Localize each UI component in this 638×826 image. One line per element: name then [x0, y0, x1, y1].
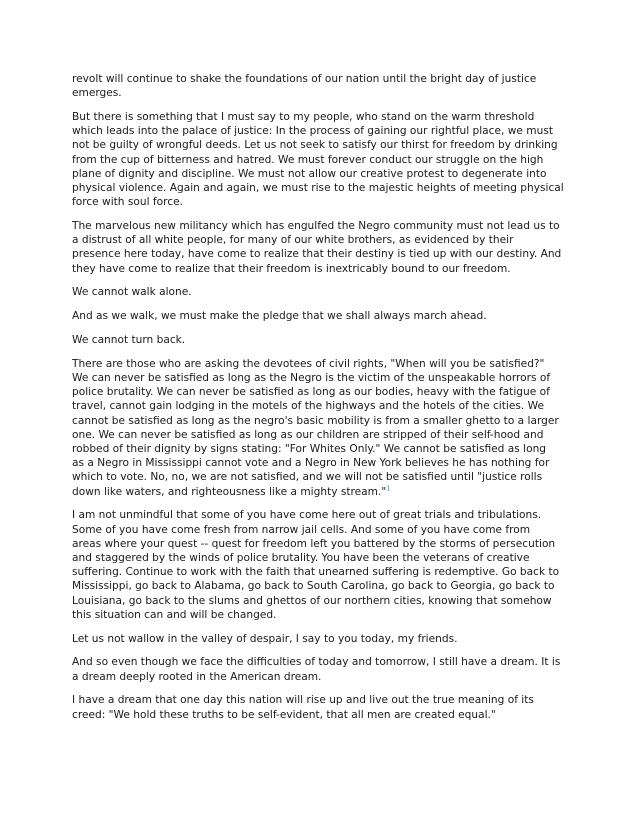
text-line: There are those who are asking the devotees of civil rights, "When will you be satisfied?"	[72, 357, 545, 370]
text-line: plane of dignity and discipline. We must not allow our creative protest to degenerate into	[72, 167, 547, 180]
text-line: We can never be satisfied as long as the Negro is the victim of the unspeakable horrors of	[72, 372, 551, 385]
text-line: a dream deeply rooted in the American dream.	[72, 670, 322, 683]
footnote-link[interactable]: 1	[386, 484, 391, 493]
text-line-with-footnote	[72, 485, 572, 499]
text-line: suffering. Continue to work with the faith that unearned suffering is redemptive. Go back to	[72, 566, 560, 579]
paragraph-6	[72, 333, 572, 347]
paragraph-8	[72, 508, 572, 622]
text-line: down like waters, and righteousness like a mighty stream."	[72, 485, 387, 498]
text-line: cannot be satisfied as long as the negro's basic mobility is from a smaller ghetto to a larger	[72, 414, 559, 427]
text-line: as a Negro in Mississippi cannot vote and a Negro in New York believes he has nothing for	[72, 457, 550, 470]
text-line: presence here today, have come to realize that their destiny is tied up with our destiny. And	[72, 248, 562, 261]
paragraph-1	[72, 72, 572, 100]
text-line: The marvelous new militancy which has engulfed the Negro community must not lead us to	[72, 220, 560, 233]
text-line: And as we walk, we must make the pledge that we shall always march ahead.	[72, 310, 487, 323]
text-line: which to vote. No, no, we are not satisfied, and we will not be satisfied until "justice rolls	[72, 471, 543, 484]
paragraph-10	[72, 655, 572, 683]
text-line: I am not unmindful that some of you have come here out of great trials and tribulations.	[72, 509, 542, 522]
paragraph-5	[72, 309, 572, 323]
text-line: We cannot walk alone.	[72, 286, 192, 299]
text-line: a distrust of all white people, for many of our white brothers, as evidenced by their	[72, 234, 514, 247]
paragraph-2	[72, 110, 572, 209]
text-line: from the cup of bitterness and hatred. We must forever conduct our struggle on the high	[72, 153, 544, 166]
text-line: emerges.	[72, 87, 122, 100]
text-line: Louisiana, go back to the slums and ghettos of our northern cities, knowing that somehow	[72, 594, 552, 607]
text-line: revolt will continue to shake the foundations of our nation until the bright day of justice	[72, 73, 537, 85]
text-line: travel, cannot gain lodging in the motels of the highways and the hotels of the cities. We	[72, 400, 544, 413]
text-line: But there is something that I must say to my people, who stand on the warm threshold	[72, 111, 535, 123]
text-line: And so even though we face the difficulties of today and tomorrow, I still have a dream. It is	[72, 656, 561, 669]
text-line: creed: "We hold these truths to be self-evident, that all men are created equal."	[72, 708, 496, 721]
text-line: police brutality. We can never be satisfied as long as our bodies, heavy with the fatigue of	[72, 386, 550, 399]
text-line: Some of you have come fresh from narrow jail cells. And some of you have come from	[72, 523, 531, 536]
text-line: Mississippi, go back to Alabama, go back to South Carolina, go back to Georgia, go back to	[72, 580, 555, 593]
text-line: and staggered by the winds of police brutality. You have been the veterans of creative	[72, 552, 530, 565]
text-line: robbed of their dignity by signs stating: "For Whites Only." We cannot be satisfied as long	[72, 443, 547, 456]
paragraph-4	[72, 285, 572, 299]
paragraph-3	[72, 219, 572, 276]
paragraph-9	[72, 632, 572, 646]
text-line: I have a dream that one day this nation will rise up and live out the true meaning of its	[72, 694, 534, 707]
text-line: not be guilty of wrongful deeds. Let us not seek to satisfy our thirst for freedom by drinking	[72, 139, 558, 152]
text-line: We cannot turn back.	[72, 334, 186, 347]
text-line: Let us not wallow in the valley of despair, I say to you today, my friends.	[72, 632, 458, 645]
paragraph-7	[72, 357, 572, 499]
text-line: physical violence. Again and again, we must rise to the majestic heights of meeting physical	[72, 182, 564, 195]
text-line: they have come to realize that their freedom is inextricably bound to our freedom.	[72, 262, 511, 275]
text-line: force with soul force.	[72, 196, 183, 209]
text-line: this situation can and will be changed.	[72, 608, 277, 621]
text-line: which leads into the palace of justice: In the process of gaining our rightful place, we must	[72, 125, 553, 138]
paragraph-11	[72, 693, 572, 721]
document-page	[72, 72, 572, 731]
text-line: areas where your quest -- quest for freedom left you battered by the storms of persecution	[72, 537, 556, 550]
text-line: one. We can never be satisfied as long as our children are stripped of their self-hood and	[72, 428, 544, 441]
